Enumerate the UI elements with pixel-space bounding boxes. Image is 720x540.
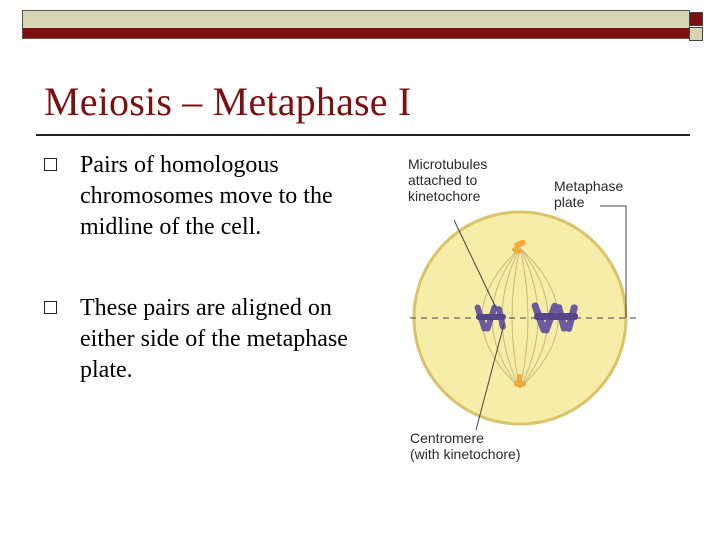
metaphase-plate-label: Metaphase plate [554, 178, 624, 210]
top-decorative-bar [22, 10, 690, 38]
corner-square-dark [689, 12, 703, 26]
top-band-light [22, 10, 690, 29]
title-rule [36, 134, 690, 136]
bullet-item [44, 293, 374, 386]
square-bullet-icon [44, 158, 57, 171]
slide-title: Meiosis – Metaphase I [44, 79, 412, 124]
top-band-dark [22, 28, 690, 39]
microtubules-label: Microtubules attached to kinetochore [408, 156, 488, 204]
bullet-item [44, 150, 374, 243]
metaphase-diagram [404, 148, 660, 478]
bullet-text: Pairs of homologous chromosomes move to the midline of the cell. [80, 152, 333, 240]
corner-square-light [689, 27, 703, 41]
centromere-label: Centromere (with kinetochore) [410, 430, 521, 462]
bullet-text: These pairs are aligned on either side of the metaphase plate. [80, 295, 348, 383]
bullet-list [44, 150, 374, 436]
square-bullet-icon [44, 301, 57, 314]
